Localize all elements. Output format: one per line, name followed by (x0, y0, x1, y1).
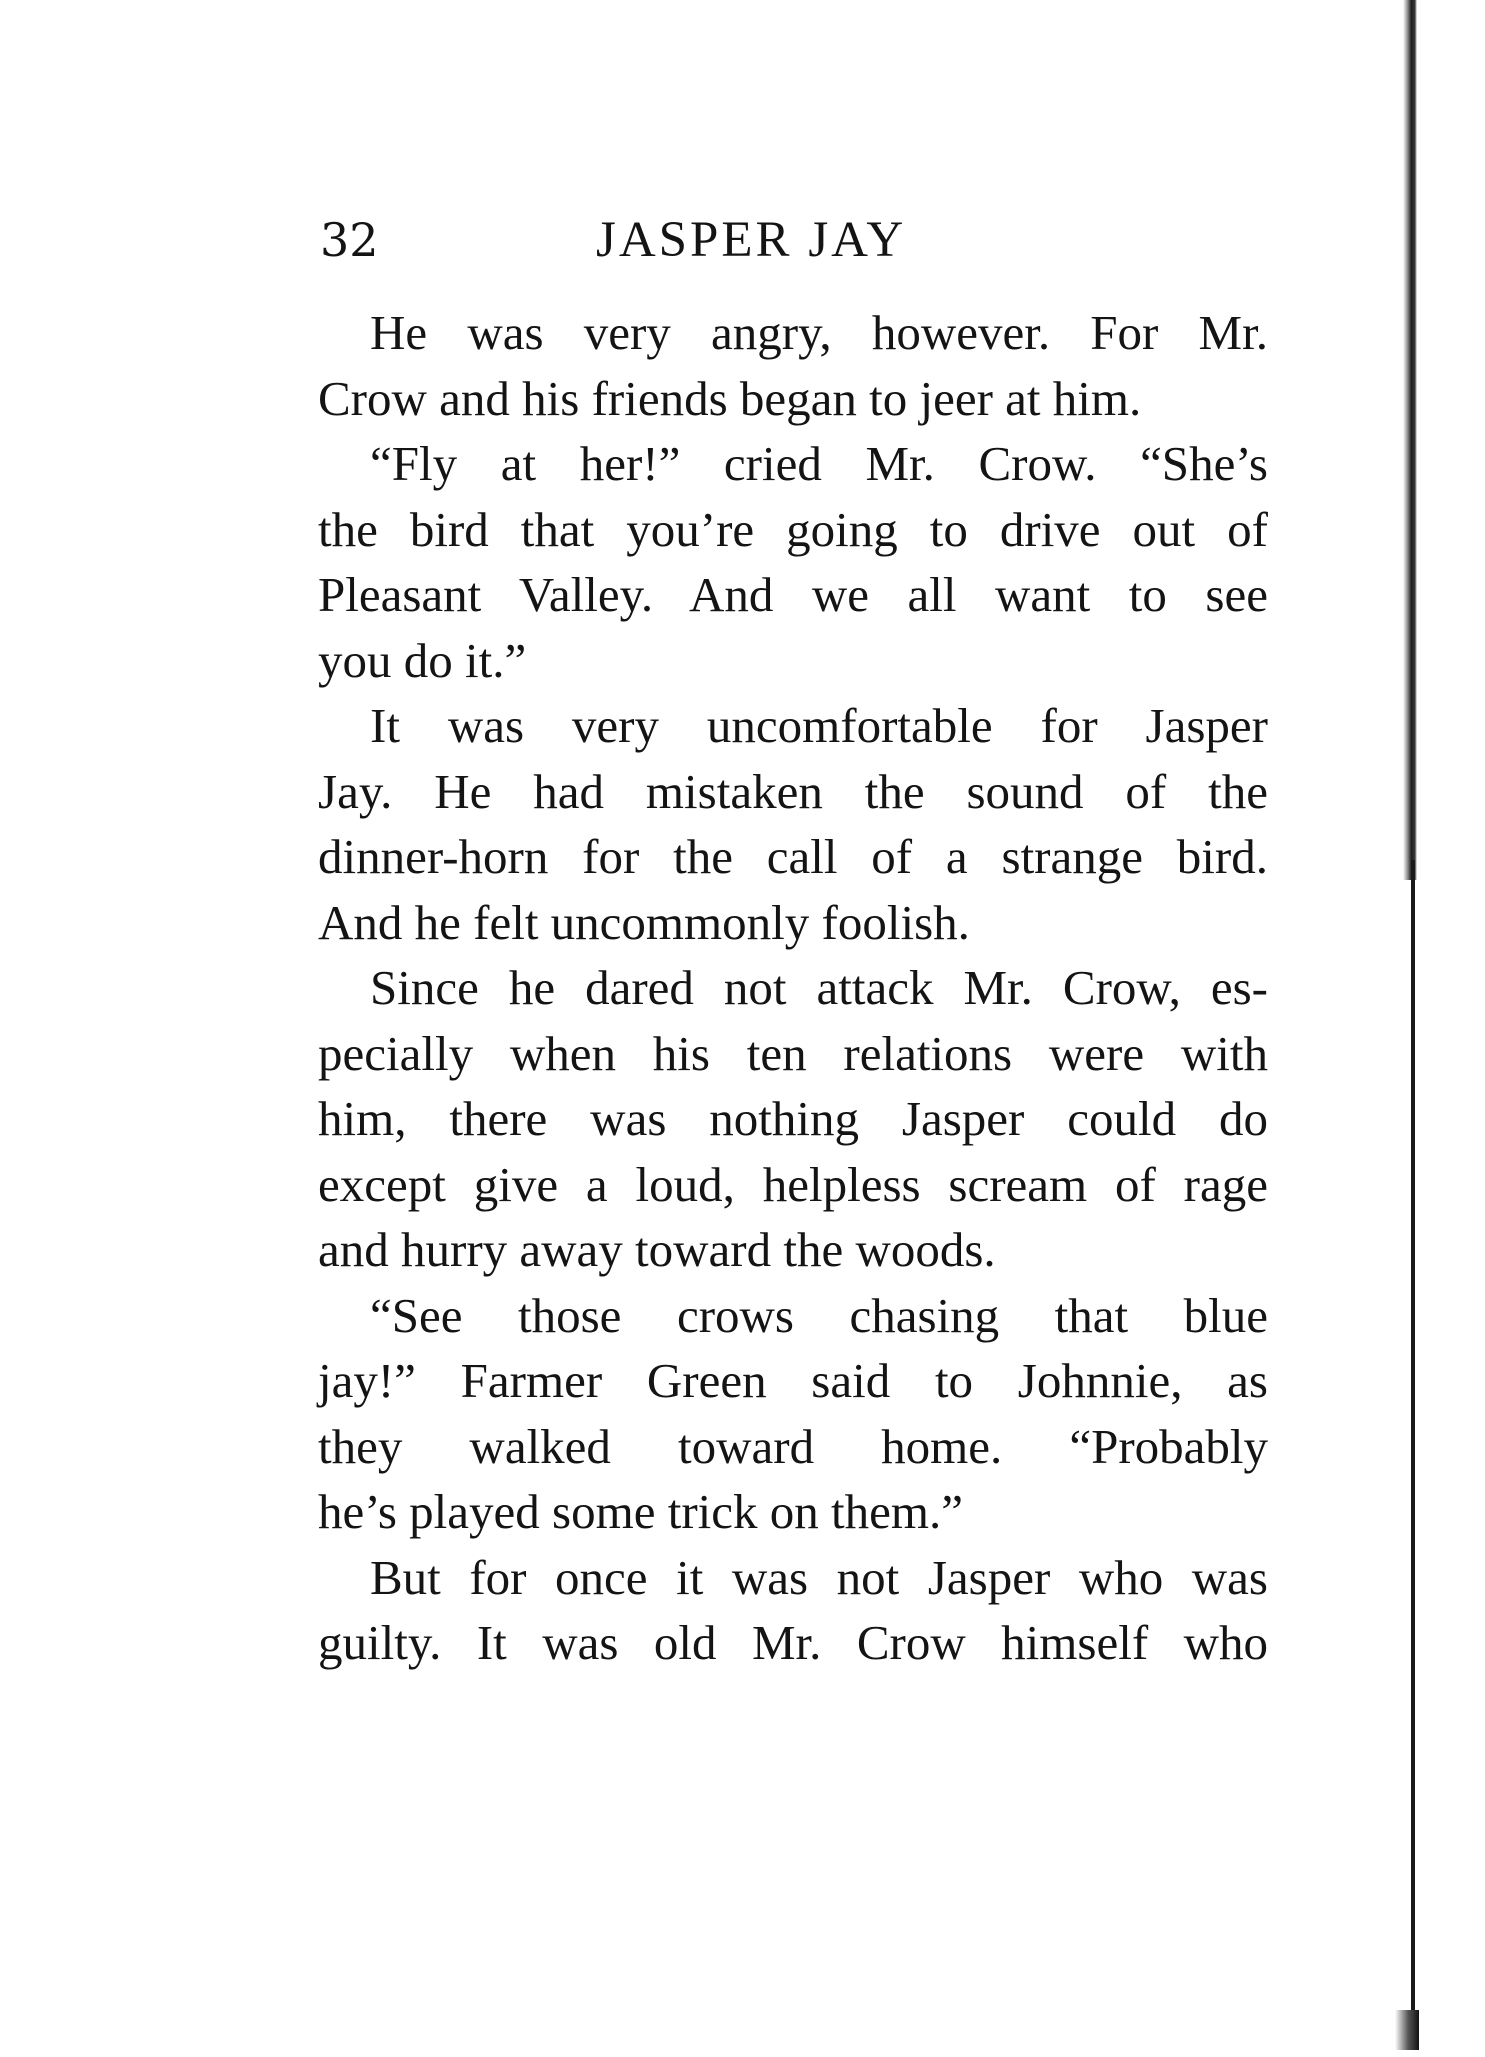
text-line: But for once it was not Jasper who was (370, 1549, 1268, 1605)
text-line: Jay. He had mistaken the sound of the (318, 763, 1268, 819)
text-line: Crow and his friends began to jeer at him. (318, 370, 1142, 426)
text-line: He was very angry, however. For Mr. (370, 305, 1268, 360)
text-line: Pleasant Valley. And we all want to see (318, 567, 1268, 622)
text-line: Since he dared not attack Mr. Crow, es- (370, 960, 1268, 1015)
text-line: you do it.” (318, 632, 527, 688)
text-line: “Fly at her!” cried Mr. Crow. “She’s (370, 436, 1268, 491)
text-line: It was very uncomfortable for Jasper (370, 698, 1268, 753)
text-line: and hurry away toward the woods. (318, 1222, 996, 1277)
text-line: they walked toward home. “Probably (318, 1418, 1268, 1474)
binding-edge (1411, 860, 1415, 2050)
text-line: dinner-horn for the call of a strange bird. (318, 829, 1268, 884)
binding-shadow (1403, 0, 1417, 880)
text-line: “See those crows chasing that blue (370, 1287, 1268, 1343)
text-line: And he felt uncommonly foolish. (318, 894, 970, 950)
running-head (320, 210, 1080, 270)
text-line: guilty. It was old Mr. Crow himself who (318, 1615, 1268, 1670)
text-line: jay!” Farmer Green said to Johnnie, as (318, 1353, 1268, 1408)
text-line: him, there was nothing Jasper could do (318, 1091, 1268, 1146)
body-text (318, 300, 1268, 1676)
binding-foot (1395, 2010, 1419, 2050)
text-line: he’s played some trick on them.” (318, 1484, 963, 1539)
text-line: the bird that you’re going to drive out of (318, 501, 1268, 557)
text-line: except give a loud, helpless scream of rage (318, 1156, 1268, 1212)
page-number: 32 (320, 213, 379, 267)
running-title: JASPER JAY (596, 212, 907, 268)
text-line: pecially when his ten relations were with (318, 1025, 1268, 1081)
